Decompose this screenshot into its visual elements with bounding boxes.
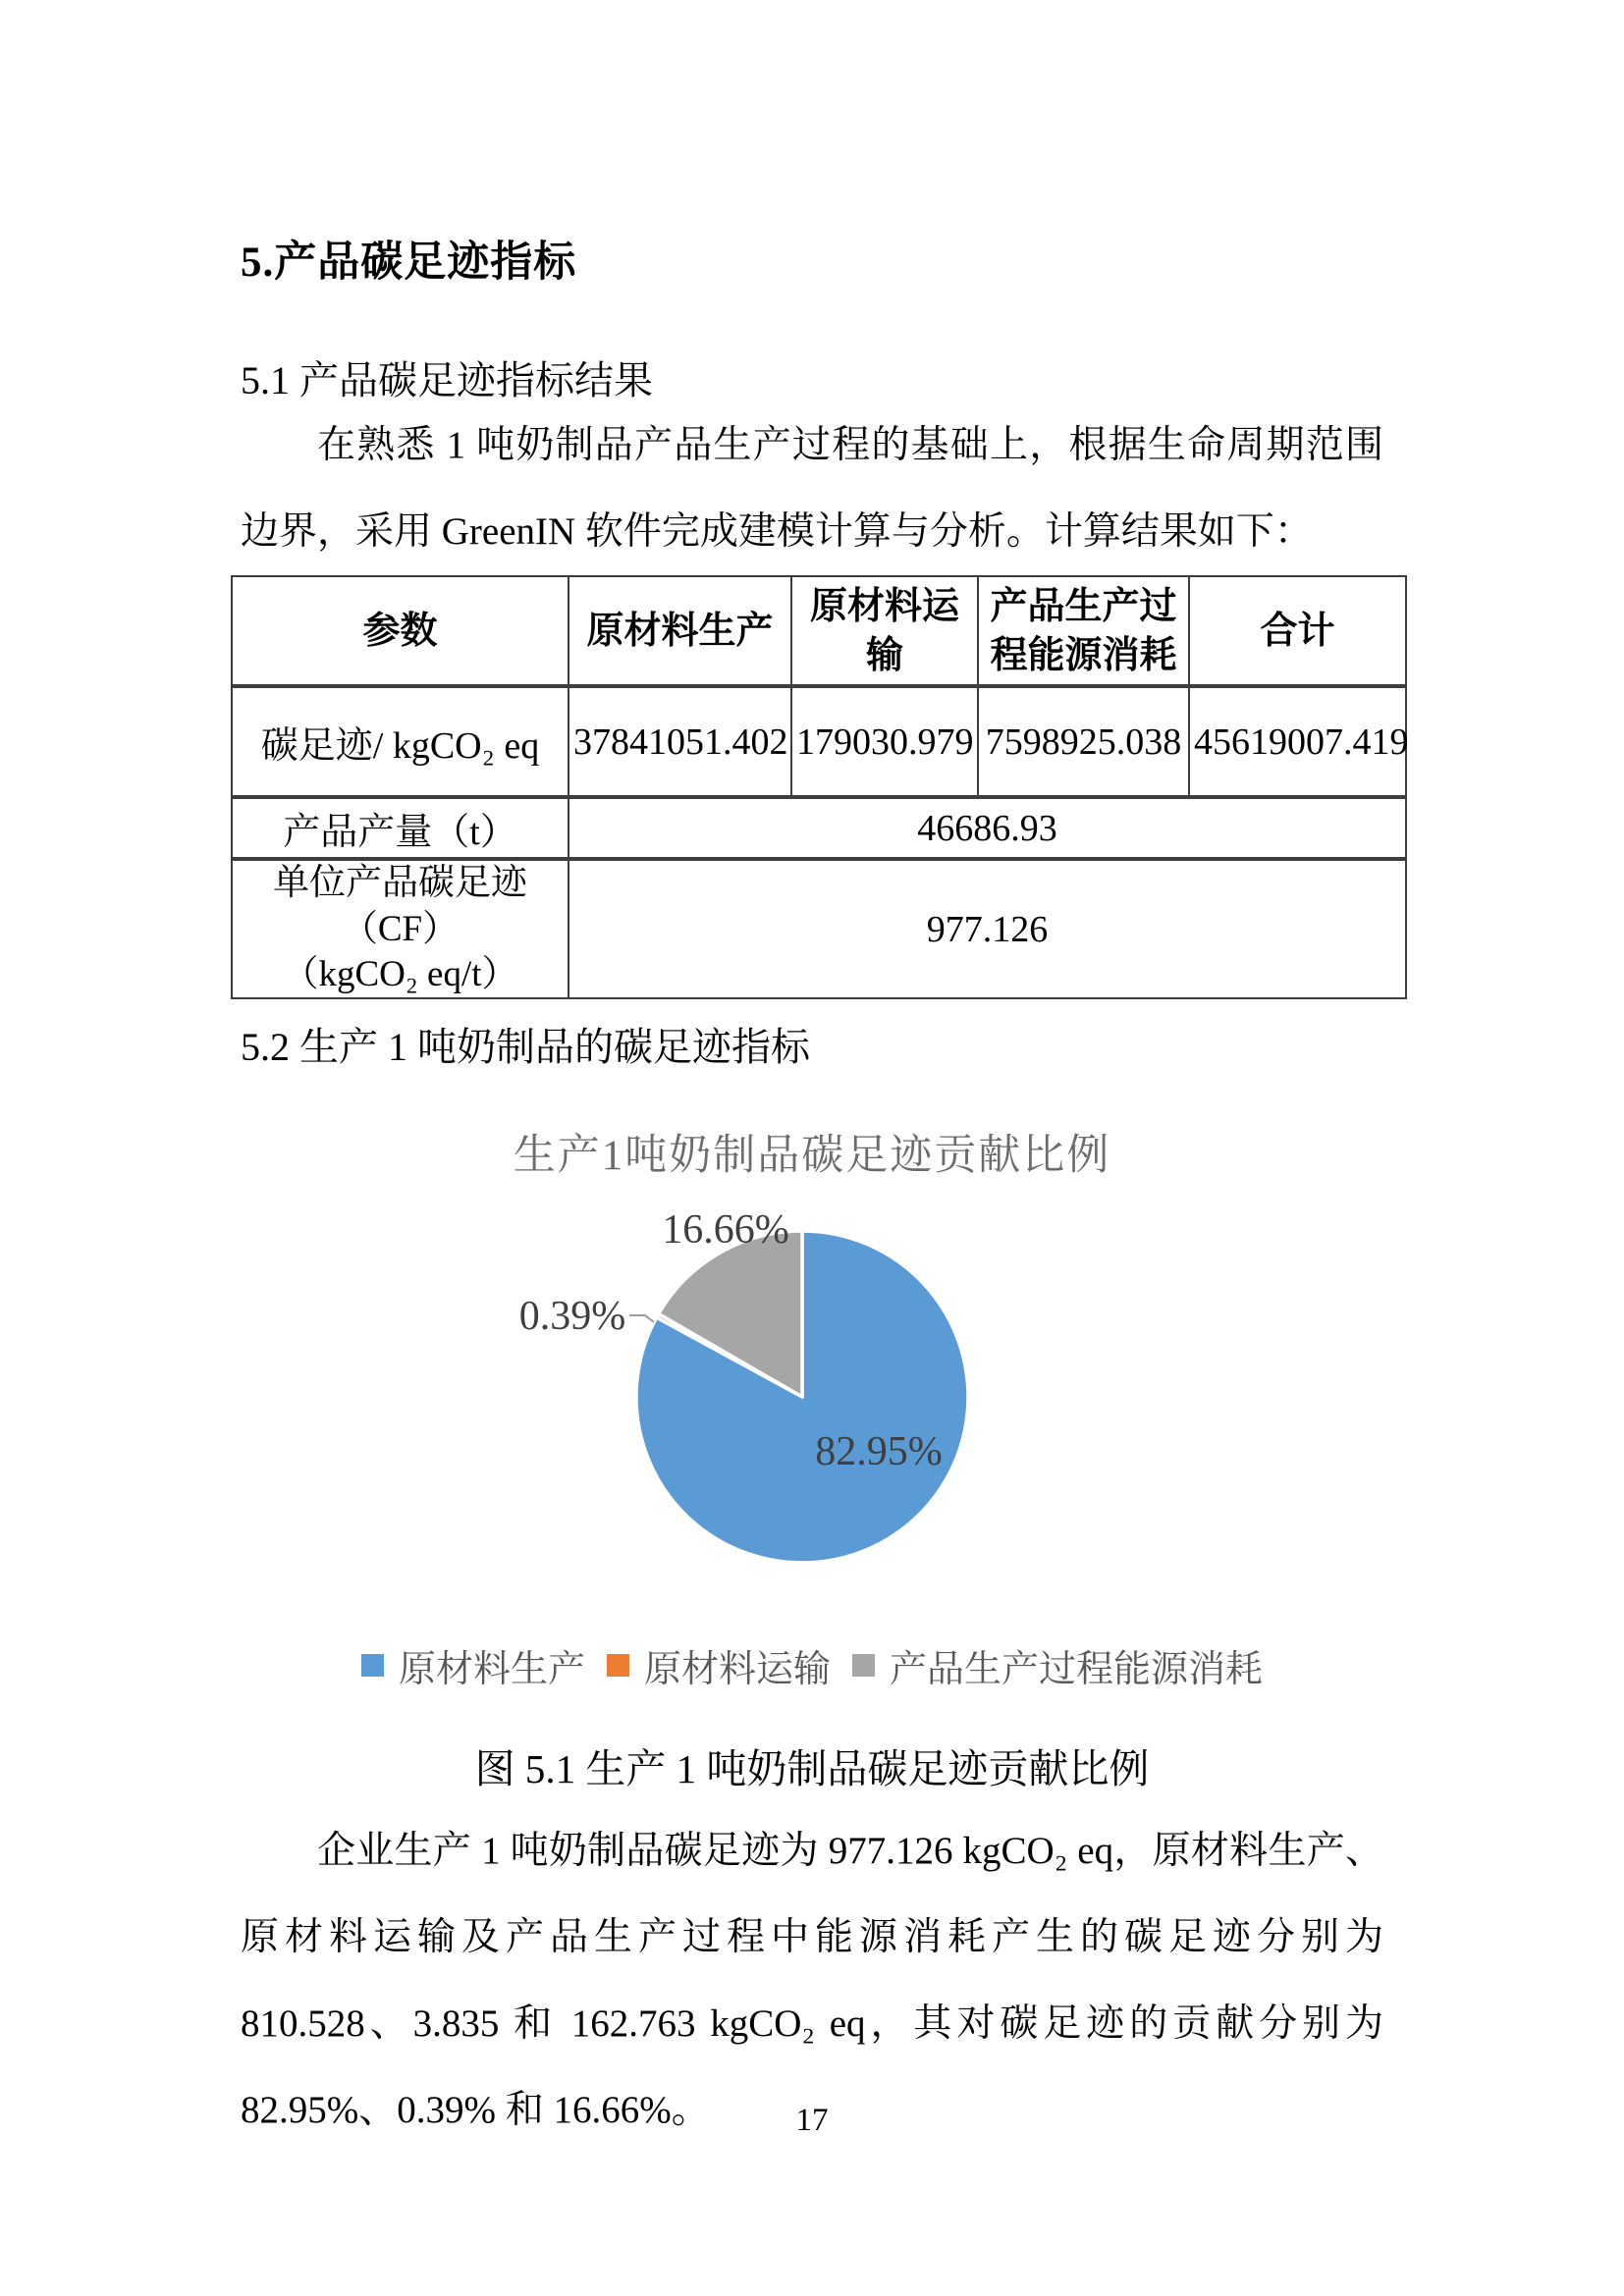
unit-cf-label-line1: 单位产品碳足迹（CF） [273, 863, 527, 949]
header-total: 合计 [1189, 576, 1406, 686]
carbon-value-energy: 7598925.038 [978, 686, 1189, 797]
unit-cf-row-label [232, 859, 568, 998]
conclusion-paragraph: 企业生产 1 吨奶制品碳足迹为 977.126 kgCO₂ eq，原材料生产、原材料运输及产品生产过程中能源消耗产生的碳足迹分别为 810.528、3.835 和 162.763 kgCO₂ eq，其对碳足迹的贡献分别为 82.95%、0.39% 和 16.66%。 [241, 1830, 1383, 2132]
legend-color-swatch-gray [852, 1654, 875, 1677]
page-number: 17 [795, 2103, 829, 2138]
output-row-label: 产品产量（t） [232, 797, 568, 859]
subsection-heading-5-2: 5.2 生产 1 吨奶制品的碳足迹指标 [241, 1025, 810, 1070]
legend-label: 原材料运输 [643, 1649, 831, 1691]
table-row-unit-cf [232, 859, 1406, 998]
pie-chart-canvas [241, 1096, 1383, 1725]
section-heading-5: 5.产品碳足迹指标 [241, 240, 577, 286]
leader-line-raw-material-transport [629, 1315, 654, 1322]
intro-paragraph: 在熟悉 1 吨奶制品产品生产过程的基础上，根据生命周期范围边界，采用 GreenIN 软件完成建模计算与分析。计算结果如下： [241, 424, 1383, 554]
table-row-carbon-footprint [232, 686, 1406, 797]
legend-color-swatch-orange [607, 1654, 629, 1677]
pie-chart-figure [241, 1096, 1383, 1725]
table-header-row [232, 576, 1406, 686]
carbon-value-production: 37841051.402 [568, 686, 791, 797]
unit-cf-value: 977.126 [568, 859, 1406, 998]
chart-title: 生产1吨奶制品碳足迹贡献比例 [513, 1133, 1111, 1180]
unit-cf-label-line2: （kgCO₂ eq/t） [282, 953, 518, 994]
legend-label: 原材料生产 [398, 1649, 585, 1691]
legend-item-raw-material-transport [607, 1638, 831, 1692]
table-row-product-output [232, 797, 1406, 859]
header-parameter: 参数 [232, 576, 568, 686]
legend-item-raw-material-production [361, 1638, 585, 1692]
chart-legend [241, 1638, 1383, 1692]
carbon-value-transport: 179030.979 [791, 686, 978, 797]
legend-color-swatch-blue [361, 1654, 384, 1677]
legend-item-process-energy [852, 1638, 1263, 1692]
output-value: 46686.93 [568, 797, 1406, 859]
header-process-energy: 产品生产过程能源消耗 [978, 576, 1189, 686]
carbon-value-total: 45619007.419 [1189, 686, 1406, 797]
carbon-row-label: 碳足迹/ kgCO₂ eq [232, 686, 568, 797]
carbon-footprint-table [231, 575, 1407, 999]
subsection-heading-5-1: 5.1 产品碳足迹指标结果 [241, 358, 653, 403]
header-raw-material-transport: 原材料运输 [791, 576, 978, 686]
slice-label-process-energy: 16.66% [662, 1207, 789, 1254]
legend-label: 产品生产过程能源消耗 [890, 1649, 1264, 1691]
slice-label-raw-material-transport: 0.39% [518, 1294, 626, 1340]
figure-caption: 图 5.1 生产 1 吨奶制品碳足迹贡献比例 [474, 1746, 1150, 1792]
slice-label-raw-material-production: 82.95% [815, 1429, 943, 1475]
header-raw-material-production: 原材料生产 [568, 576, 791, 686]
